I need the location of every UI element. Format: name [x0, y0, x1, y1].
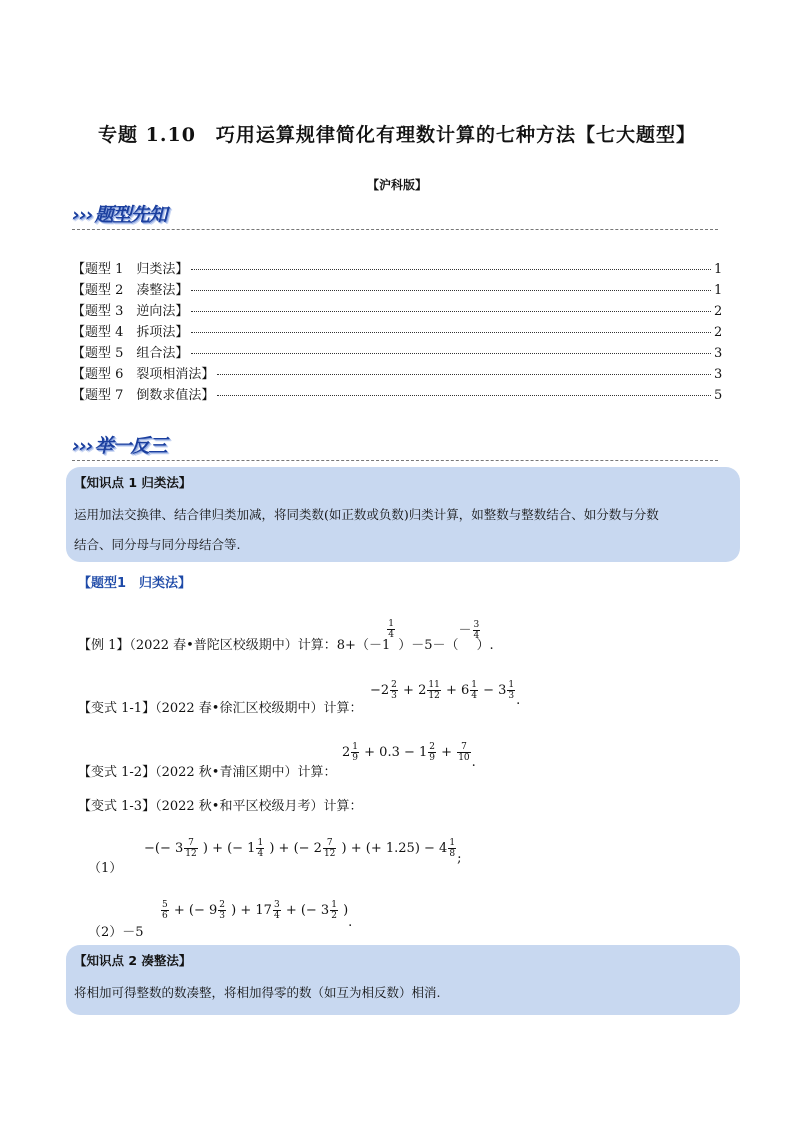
banner-text: 举一反三 — [94, 435, 167, 457]
sub-question-2-number: （2）－5 — [88, 925, 144, 940]
banner-practice — [72, 431, 167, 459]
exponent-fraction: $\frac{3}{4}$ — [473, 620, 480, 641]
knowledge-box-1 — [66, 467, 740, 562]
knowledge-text: 运用加法交换律、结合律归类加减，将同类数(如正数或负数)归类计算，如整数与整数结合、如分数与分数 结合、同分母与同分母结合等. — [74, 507, 659, 552]
toc-item[interactable]: 【题型 6 裂项相消法】 3 — [72, 367, 723, 382]
variant-1-3: 【变式 1-3】（2022 秋•和平区校级月考）计算： — [78, 799, 363, 814]
knowledge-text: 将相加可得整数的数凑整，将相加得零的数（如互为相反数）相消. — [74, 985, 441, 1000]
divider — [72, 229, 718, 230]
sub-question-2-expression: $\frac{5}{6}$ + (− 9 $\frac{2}{3}$ ) + 17 $\frac{3}{4}$ + (− 3 $\frac{1}{2}$ ). — [162, 900, 353, 930]
page-title: 专题 1.10 巧用运算规律简化有理数计算的七种方法【七大题型】 — [98, 124, 696, 146]
variant-1-2-expression: 2 $\frac{1}{9}$ + 0.3 − 1 $\frac{2}{9}$ + $\frac{7}{10}$ . — [342, 742, 476, 770]
sub-question-1-number: （1） — [88, 861, 123, 876]
banner-preview — [72, 200, 167, 228]
toc-item[interactable]: 【题型 2 凑整法】 1 — [72, 283, 723, 298]
triple-arrow-icon: ››› — [72, 204, 93, 226]
knowledge-heading: 【知识点 1 归类法】 — [74, 475, 192, 490]
variant-1-1: 【变式 1-1】（2022 春•徐汇区校级期中）计算： — [78, 701, 363, 716]
toc-item[interactable]: 【题型 3 逆向法】 2 — [72, 304, 723, 319]
knowledge-box-2 — [66, 945, 740, 1015]
toc-item[interactable]: 【题型 5 组合法】 3 — [72, 346, 723, 361]
variant-1-1-expression: −2 $\frac{2}{3}$ + 2 $\frac{11}{12}$ + 6 $\frac{1}{4}$ − 3 $\frac{1}{3}$ . — [370, 680, 521, 708]
sub-question-1-expression: −(− 3 $\frac{7}{12}$ ) + (− 1 $\frac{1}{4}$ ) + (− 2 $\frac{7}{12}$ ) + (+ 1.25) − 4 $\frac{1}{8}$ ; — [144, 838, 462, 866]
knowledge-heading: 【知识点 2 凑整法】 — [74, 953, 192, 968]
divider — [72, 460, 718, 461]
triple-arrow-icon: ››› — [72, 435, 93, 457]
toc-item[interactable]: 【题型 4 拆项法】 2 — [72, 325, 723, 340]
example-1: 【例 1】（2022 春•普陀区校级期中）计算：8+（－1 $\frac{1}{4}$ ）－5－（ － $\frac{3}{4}$ ）. — [78, 619, 494, 653]
question-type-heading: 【题型1 归类法】 — [78, 576, 192, 591]
toc-item[interactable]: 【题型 1 归类法】 1 — [72, 262, 723, 277]
edition-label: 【沪科版】 — [366, 178, 427, 192]
exponent-fraction: $\frac{1}{4}$ — [388, 619, 394, 640]
toc-item[interactable]: 【题型 7 倒数求值法】 5 — [72, 388, 723, 403]
banner-text: 题型先知 — [94, 204, 167, 226]
variant-1-2: 【变式 1-2】（2022 秋•青浦区期中）计算： — [78, 765, 337, 780]
